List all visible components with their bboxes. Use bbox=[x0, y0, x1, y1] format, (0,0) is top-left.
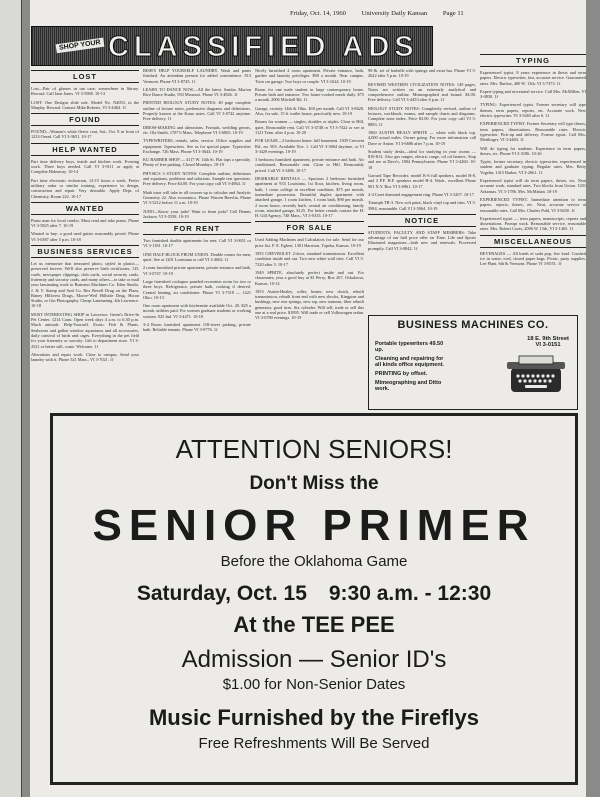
classified-ad: PRINTED BIOLOGY STUDY NOTES: 40 page complete outline of lecture notes, prehensive diagrams and definitions. Properly known at the Kuno notes. Call VI 3-0742 anytime. Free delivery. 1f bbox=[143, 100, 251, 122]
classified-ad: BEVERAGES — All kinds of soda pop, few kind. Crushed ice in water, iced, closed paper bags. Picnic, party supplies. Lee Plant. 6th & Vermont. Phone VI 3-8551. 1f bbox=[480, 250, 586, 267]
classified-ad: JUDO—Know your judo! Want to learn judo? Call Dennis Jackson. VI 3-5558. 10-19 bbox=[143, 208, 251, 219]
classified-ad: Used Adding Machines and Calculators for sale. Send for our price list. F. E. Egbert, 1301 Harrison, Topeka, Kansas. 10-19 bbox=[255, 237, 364, 248]
header-page: Page 11 bbox=[442, 10, 464, 17]
attention-seniors-heading: ATTENTION SENIORS! bbox=[175, 434, 453, 464]
classified-ad: Triumph TR-3. New soft paint, black vinyl top and trim. VI 3-3984, reasonable. Call VI 3-5964. 10-19 bbox=[368, 200, 476, 211]
classified-ad: Rooms for women — singles, doubles or triples. Close to Hill, quiet. Reasonable rent. Call VI 3-4748 or VI 3-7422 or see at 1121 Tenn. after 4 p.m. 10-20 bbox=[255, 119, 364, 135]
before-game-line: Before the Oklahoma Game bbox=[220, 553, 408, 570]
business-machines-ad bbox=[368, 315, 578, 410]
service-line: PRINTING by offset. bbox=[375, 371, 428, 377]
senior-primer-title: SENIOR PRIMER bbox=[92, 501, 536, 550]
classified-ad: TYPING: Experienced typist. Former secretary will type themes, term papers, reports, etc. Accurate work. New electric typewriter. VI 3-5465 after 6. 1f bbox=[480, 102, 586, 119]
header-date: Friday, Oct. 14, 1960 bbox=[290, 10, 346, 17]
section-heading: FOUND bbox=[31, 113, 139, 126]
service-line: Portable typewriters 49.50 bbox=[375, 341, 444, 347]
service-line: up. bbox=[375, 347, 384, 353]
section-heading: NOTICE bbox=[368, 214, 476, 227]
classified-column-3 bbox=[255, 68, 364, 413]
classified-ad: Typist, former secretary, electric typewriter, experienced in student and graduate typing. Regular rates. Mrs. Betty Vogelin, 1415 Barker. VI 3-2661. 1f bbox=[480, 159, 586, 175]
classified-ad: MOST INTERESTING SHOP in Lawrence. Green's Drive-In Pet Center. 1214 Conn. Open week days 4 a.m. to 6.30 p.m. Much animals. Help-Yourself. Exotic Fish & Plants. Seahorses and gallon window aquariums and all accessories, daily carnival of birds and cages. Everything in the pet field for your fraternity or sorority. Gift to department store. VI 3-2521 or better still, come. Welcome. 1f bbox=[31, 311, 139, 349]
section-heading: TYPING bbox=[480, 54, 586, 67]
service-line: work. bbox=[375, 386, 390, 392]
classified-ad: 1949 SPRITE, absolutely perfect inside and out. For classmates, year a good buy at $1 Perry, Box 267, Oskaloosa, Kansas. 10-14 bbox=[255, 269, 364, 286]
service-line: Mimeographing and Ditto bbox=[375, 380, 442, 386]
classified-ad: DESIRABLE RENTALS — Spacious 2 bedroom furnished apartment at 933 Louisiana, 1st floor, kitchen, living room, bath, 1 room college in excellent condition, $75 per month, immediate possession. Beautiful duplex apartment with attached garage, 1 room kitchen, 1 room bath, $90 per month. 2 room house, recently built, central air conditioning, family room, attached garage, $125. For better rentals contact the H. H. Gill Agency, 748 Mass., VI 3-0333. 10-17 bbox=[255, 176, 364, 219]
classified-ad: Alterations and repair work. Close to campus. Send your laundry with it. Phone 521 Mass., VI 3-7021. 1f bbox=[31, 351, 139, 363]
classified-ad: One room apartment with kitchenette available Oct. 20. $25 a month, utilities paid. For women graduate students or working women. 925 Ind. VI 3-4471. 10-18 bbox=[143, 303, 251, 319]
music-line: Music Furnished by the Fireflys bbox=[148, 705, 480, 730]
classified-column-2 bbox=[143, 68, 251, 413]
classified-ad: Piano man for local combo. Must read and take piano. Phone VI 3-5825 after 7. 10-19 bbox=[31, 217, 139, 229]
page-header bbox=[290, 10, 478, 17]
classified-ad: 2-4 Caret diamond engagement ring. Phone VI 3-3207. 10-17 bbox=[368, 191, 474, 197]
classified-ad: 1953 Austin-Healey, roller, heater, new clutch, rebuilt transmission, rebuilt front end with new shocks, Kingpins and bushings, new rear springs, new top, new tonneau, fiber rebuilt generator, good tires. Six cylinder. Will sell, trade or sell this one at a real price. $1895. Will trade or sell Volkswagen sedan. VI 3-0780 evenings. 10-19 bbox=[255, 288, 364, 321]
classified-ad: FOR LEASE—3 bedroom home: full basement. 1309 Crescent Rd., no. 903. Available Nov. 1. Call VI 3-3064 daytime, or VI 3-3429 evenings. 10-19 bbox=[255, 138, 364, 154]
classified-ad: Part time delivery boys, inside and kitchen work. Evening work. Three boys needed. Call VI 3-9111 or apply at Complete Hideaway. 10-14 bbox=[31, 158, 139, 175]
event-datetime bbox=[53, 582, 575, 606]
section-heading: BUSINESS SERVICES bbox=[31, 245, 139, 258]
classified-ad: Garage, vicinity 14th & Ohio. $10 per month. Call VI 3-8428. Also, for sale, 15 ft. trailer house, practically new. 10-19 bbox=[255, 105, 364, 117]
section-heading: LOST bbox=[31, 70, 139, 83]
business-machines-services bbox=[375, 340, 444, 394]
business-machines-contact bbox=[527, 336, 569, 348]
section-heading: FOR SALE bbox=[255, 221, 364, 234]
classified-ad: Garrard Tape Recorder, model K-6 full speakers, model H-8, and 3 P.F. H.F. speakers model H-4. Wash., excellent Phone 901 N.Y. Box VI 3-6961. 10-17 bbox=[368, 173, 476, 189]
classified-ad: TYPEWRITERS, rentals, sales, service. Office supplies and equipment. Typewriters. See us for special paper. Typewriter Exchange. 726 Mass. Phone VI 3-3644. 10-19 bbox=[143, 138, 251, 154]
classified-ad: BIOLOGY STUDY NOTES: Completely revised, outline of lectures, workbook, exams, and sample charts and diagrams. Complete zone index. Price $3.00. For your copy call VI 3-8883. 1f bbox=[368, 105, 476, 127]
classified-ad: Experienced typist will do term papers, theses, etc. Neat accurate work, standard rates. Two blocks from Union. 1201 Arkansas. VI 3-1786. Mrs. McMahan. 10-19 bbox=[480, 178, 586, 194]
classified-ad: ONE HALF BLOCK FROM UNION. Double rooms for men, quiet. See at 1201 Louisiana or call VI 3-4602. 1f bbox=[143, 251, 251, 263]
dont-miss-line: Don't Miss the bbox=[249, 473, 379, 494]
event-date: Saturday, Oct. 15 bbox=[136, 582, 307, 605]
classified-ad: Room for one male student in large contemporary home. Private bath and entrance. Two home-cooked meals daily. $75 a month. 2006 Mitchell Rd. 1f bbox=[255, 86, 364, 103]
classified-ad: Experienced typist. 8 years experience in thesis and term papers. Electric typewriter, fast, accurate service. Guaranteed rates. Mrs. Barlow, 400 W. 13th. VI 3-7373. 1f bbox=[480, 70, 586, 86]
business-machines-address: 18 E. 9th Street bbox=[527, 336, 569, 342]
classified-ad: REVISED WESTERN CIVILIZATION NOTES: 149 pages. Notes are written on an extremely analytical and comprehensive outline. Mimeographed and bound. $4.00. Free delivery. Call VI 3-4453 after 6 p.m. 1f bbox=[368, 81, 476, 103]
classified-ad: Expert typing and secretarial service. Call Mrs. McMillen. VI 3-0830. 1f bbox=[480, 88, 586, 100]
classified-ad: LOST: One Designs slide rule. Model No. N4053, in the Murphy. Reward. Contact Mike Roberts, VI 3-4464. 1f bbox=[31, 99, 139, 110]
typewriter-illustration bbox=[505, 354, 567, 398]
classified-ad: Large furnished cockapoo paneled recreation room for two or three boys. Refrigerator, private bath, cooking if desired. Central heating, air conditioner. Phone VI 3-7318 — 1421 Ohio. 10-13 bbox=[143, 278, 251, 300]
classified-ad: Lost—Pair of glasses in tan case, somewhere in library. Reward. Call Jane Jones. VI 3-5980. 10-13 bbox=[31, 86, 139, 97]
classified-ad: Nicely furnished 4 room apartment. Private entrance, bath, garden and laundry privileges. $90 a month. Near campus. Twin car garage. Two boys or couple. VI 3-1624. 10-19 bbox=[255, 68, 364, 84]
classified-ad: EXPERIENCED TYPIST. Former Secretary will type theses, term papers, dissertations. Reasonable rates. Electric typewriter. Pick-up and delivery. Former typist. Call Mrs. Mettlinger, VI 3-4484. 1f bbox=[480, 121, 586, 143]
event-place: At the TEE PEE bbox=[233, 612, 395, 637]
classified-ad: Experienced typist — term papers, manuscripts, reports and dissertations. Prompt work. Reasonable service, reasonable rates. Mrs. Robert Coots, 2006 W. 15th, VI 3-1465. 1f bbox=[480, 215, 586, 232]
classified-ad: 1960 AUSTIN HEALY SPRITE — white with black top, 4,000 actual miles. Owner going. For more information call Dave or Anton. VI 3-6686 after 7 p.m. 10-19 bbox=[368, 129, 476, 146]
classified-ad: 90-lb. set of barbells with springs and extra bar. Phone VI 3-2622 after 5 p.m. 10-19 bbox=[368, 68, 476, 79]
business-machines-phone: VI 3-0151 bbox=[535, 342, 561, 348]
classified-ad: Wanted to buy: a good used guitar reasonably priced. Phone VI 3-0387 after 5 p.m. 10-18 bbox=[31, 231, 139, 242]
section-heading: MISCELLANEOUS bbox=[480, 235, 586, 248]
classified-ad: Let us memorize that treasured photo, styled in plastic—preserved forever. We'll also preserve birth certificates, I.D. cards, newspaper clippings, club cards, social security cards, fraternity and sorority cards, and many others—to take or mail your laminating work to Business Machines Co. Eden Studio, J. & V. Stamp and Seal Co. Rex Revell Drug on the Plaza, Rimey Hillcrest Drugs, Moore-Weil Hillside Drug, Hixon Studio, or Gin Photography. Cheap Laminating. 4th Lawrence. 10-18 bbox=[31, 261, 139, 309]
classified-ad: PHYSICS 3 STUDY NOTES: Complete outline, definitions and equations, problems and solutions. Sample test questions. Free delivery. Price $4.00. For your copy call VI 3-4864. 1f bbox=[143, 170, 251, 187]
classified-ad: KU BARBER SHOP — 4117 W. 14th St. Flat tops a specialty. Plenty of free parking. Closed Mondays. 10-19 bbox=[143, 157, 251, 168]
classified-ad: 2 room furnished private apartment, private entrance and bath. VI 3-0747. 10-19 bbox=[143, 265, 251, 276]
shop-your-label: SHOP YOUR bbox=[56, 38, 105, 54]
classified-ad: 1955 CHEVROLET 2-door, standard transmission. Excellent condition inside and out. Two new white wall tires. Call VI 3-7220 after 5. 10-17 bbox=[255, 251, 364, 267]
classified-ad: Two furnished double apartments for rent. Call VI 3-0651 or VI 3-1181. 10-17 bbox=[143, 238, 251, 249]
business-machines-title: BUSINESS MACHINES CO. bbox=[397, 319, 549, 331]
classified-ad: Student study desks—ideal for studying in your rooms — $10-$13. Also gas ranges, electric range, oil oil heaters. Stop and see at Dave's, 1804 Pennsylvania. Phone VI 3-4260. 10-18 bbox=[368, 148, 476, 170]
senior-primer-ad bbox=[50, 413, 578, 785]
service-line: all kinds office equipment. bbox=[375, 362, 445, 368]
classified-ad: FOUND—Woman's white fleece coat, Sat., Oct. 8 in front of 1233 Oread. Call VI 3-3651. 10-17 bbox=[31, 129, 139, 140]
event-time: 9:30 a.m. - 12:30 bbox=[328, 582, 492, 605]
section-heading: WANTED bbox=[31, 202, 139, 215]
service-line: Cleaning and repairing for bbox=[375, 356, 444, 362]
classified-column-1 bbox=[31, 68, 139, 413]
classified-ad: 3-4 Room furnished apartment. Off-street parking, private bath. Reliable tenants. Phone VI 3-9776. 1f bbox=[143, 321, 251, 333]
section-heading: HELP WANTED bbox=[31, 143, 139, 156]
classified-ad: Will do typing for students. Experience in term papers, theses, etc. Phone VI 3-3186. 10-26 bbox=[480, 145, 586, 156]
classified-ad: STUDENTS, FACULTY AND STAFF MEMBERS: Take advantage of our half price offer on Time, Life and Sports Illustrated magazines—both new and renewals. Processed promptly. Call VI 3-0842. 1f bbox=[368, 229, 476, 251]
adjacent-page-edge bbox=[0, 0, 22, 797]
classified-ad: Part time electronic technician, 12-15 hours a week. Prefer military radar or similar training, experience in design, construction and repair. Very desirable. Apply Dept. of Chemistry, Room 222. 10-17 bbox=[31, 177, 139, 199]
section-heading: FOR RENT bbox=[143, 222, 251, 235]
classified-ad: EXPERIENCED TYPIST. Immediate attention to term papers, reports, theses, etc. Neat, accurate service at reasonable rates. Call Mrs. Charles Pohl, VI 3-8430. 1f bbox=[480, 196, 586, 213]
classified-ad: Math tutor will take in all courses up to calculus and Analytic Geometry 22. Also economics. Phone Warren Beavlin. Phone VI 3-5212 before 11 a.m. 10-19 bbox=[143, 189, 251, 206]
price-line: $1.00 for Non-Senior Dates bbox=[222, 676, 406, 693]
refreshments-line: Free Refreshments Will Be Served bbox=[198, 735, 430, 752]
classified-ad: LEARN TO DANCE NOW—All the latest. Samba. Marion Rice Dance Studio, 933 Missouri. Phone VI 3-4826. 1f bbox=[143, 86, 251, 98]
admission-line: Admission — Senior ID's bbox=[181, 646, 447, 673]
header-paper: University Daily Kansan bbox=[361, 10, 428, 17]
masthead-title: CLASSIFIED ADS bbox=[108, 31, 419, 63]
classified-ad: DRESS-MAKING and alterations. Formals, wedding gowns, etc. Ola Smith, 1707½ Mass. Telephone VI 3-6865. 10-19 bbox=[143, 124, 251, 135]
classified-ad: 3 bedroom furnished apartment, private entrance and bath. Air conditioned. Reasonable rent. Close to Hill. Reasonably priced. Call VI 3-3486. 10-17 bbox=[255, 157, 364, 173]
classified-masthead bbox=[31, 26, 433, 66]
classified-ad: BISH'S HELP YOURSELF LAUNDRY. Wash and pants finished. An attendant present for added convenience. 813 Vermont. Phone VI 3-8745. 1f bbox=[143, 68, 251, 84]
